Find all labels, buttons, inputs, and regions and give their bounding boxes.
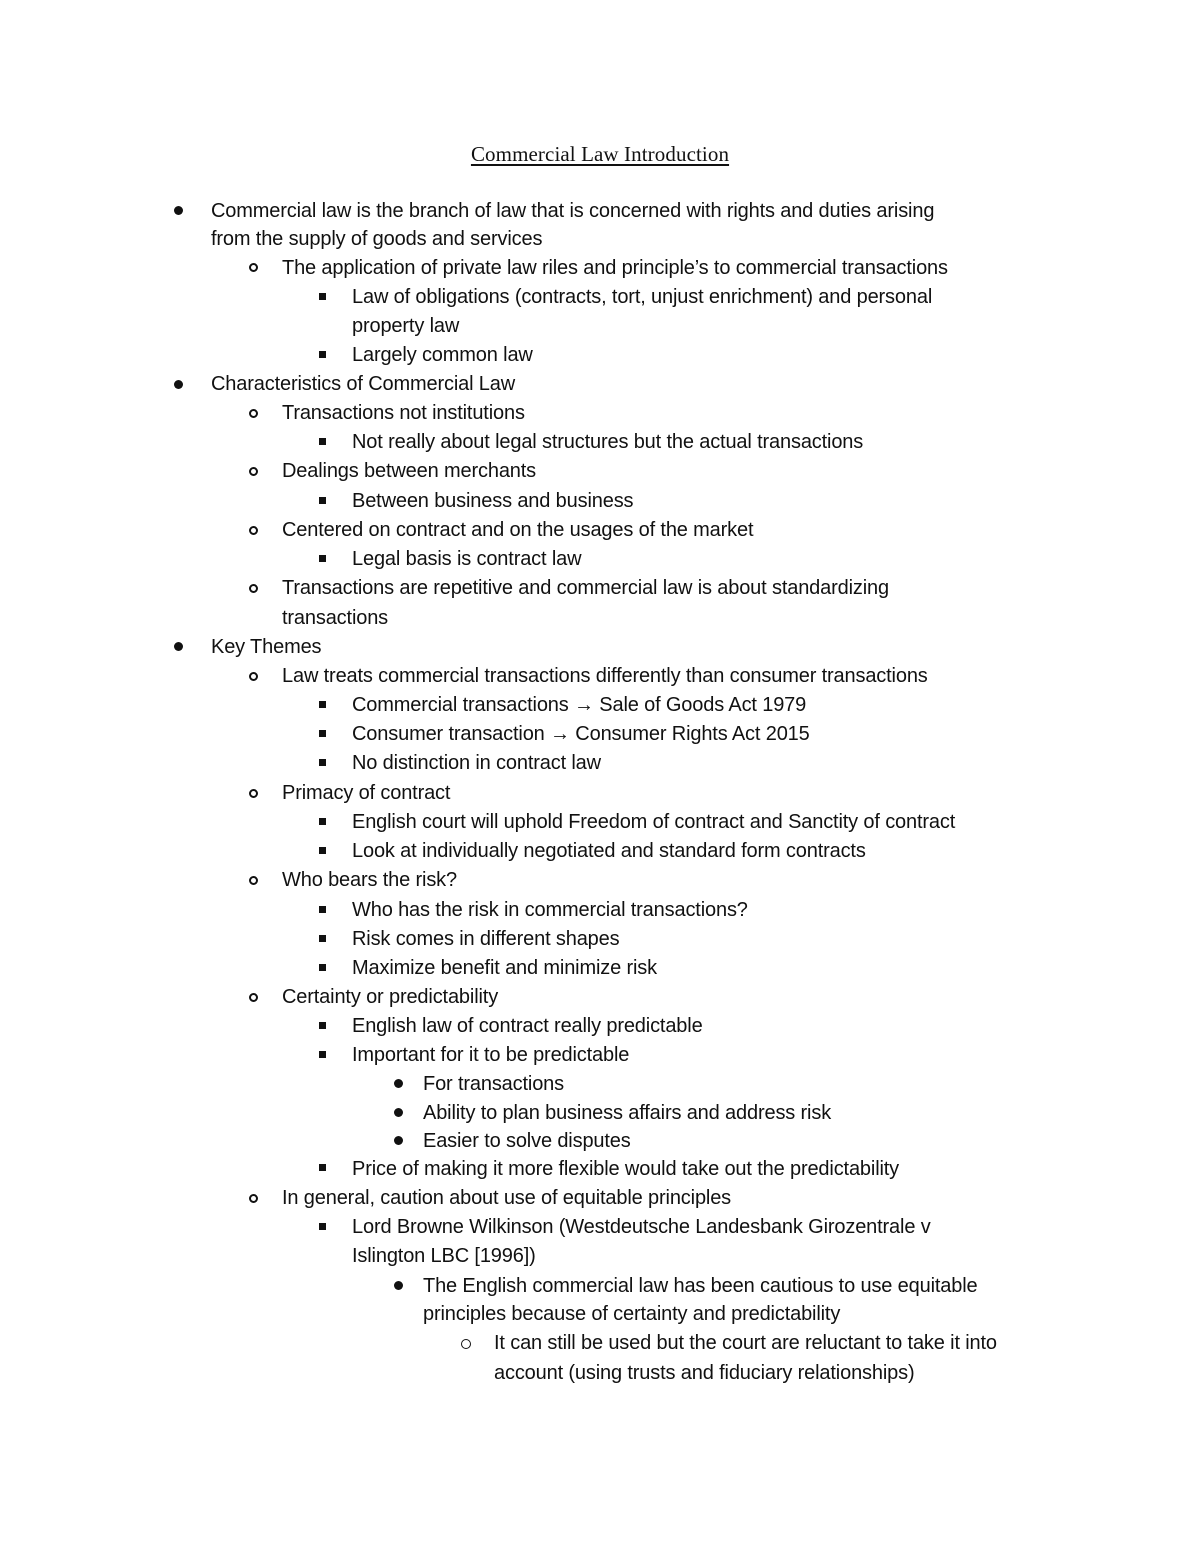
bullet-square-icon: [319, 847, 326, 854]
list-item: Centered on contract and on the usages of the market: [282, 519, 754, 541]
list-item: Risk comes in different shapes: [352, 928, 620, 950]
bullet-square-icon: [319, 906, 326, 913]
list-item: Law of obligations (contracts, tort, unjust enrichment) and personal: [352, 286, 933, 308]
list-item: Consumer transaction → Consumer Rights Act 2015: [352, 723, 810, 745]
list-item: Between business and business: [352, 490, 634, 512]
list-item: Important for it to be predictable: [352, 1044, 630, 1066]
list-item: It can still be used but the court are reluctant to take it into: [494, 1332, 997, 1354]
list-item: Easier to solve disputes: [423, 1130, 631, 1152]
list-item: English law of contract really predictable: [352, 1015, 703, 1037]
bullet-circle-icon: [461, 1339, 471, 1349]
bullet-dot-icon: [174, 642, 183, 651]
list-item: Transactions not institutions: [282, 402, 525, 424]
list-item: Transactions are repetitive and commercial law is about standardizing: [282, 577, 889, 599]
list-item: The application of private law riles and principle’s to commercial transactions: [282, 257, 948, 279]
list-item: Maximize benefit and minimize risk: [352, 957, 657, 979]
bullet-square-icon: [319, 351, 326, 358]
bullet-circle-icon: [249, 672, 258, 681]
list-item: Law treats commercial transactions differently than consumer transactions: [282, 665, 928, 687]
bullet-square-icon: [319, 438, 326, 445]
bullet-circle-icon: [249, 584, 258, 593]
bullet-square-icon: [319, 497, 326, 504]
list-item: Commercial transactions → Sale of Goods Act 1979: [352, 694, 807, 716]
list-item: In general, caution about use of equitable principles: [282, 1187, 732, 1209]
list-item: Price of making it more flexible would take out the predictability: [352, 1158, 900, 1180]
list-item: For transactions: [423, 1073, 564, 1095]
bullet-circle-icon: [249, 409, 258, 418]
document-title: Commercial Law Introduction: [470, 142, 730, 166]
bullet-circle-icon: [249, 876, 258, 885]
list-item: The English commercial law has been cautious to use equitable: [423, 1275, 978, 1297]
list-item: Ability to plan business affairs and address risk: [423, 1102, 832, 1124]
bullet-circle-icon: [249, 993, 258, 1002]
bullet-dot-icon: [394, 1079, 403, 1088]
list-item-continuation: principles because of certainty and predictability: [423, 1303, 841, 1325]
bullet-circle-icon: [249, 789, 258, 798]
bullet-circle-icon: [249, 1194, 258, 1203]
bullet-square-icon: [319, 818, 326, 825]
bullet-square-icon: [319, 293, 326, 300]
bullet-square-icon: [319, 759, 326, 766]
bullet-circle-icon: [249, 263, 258, 272]
bullet-square-icon: [319, 730, 326, 737]
list-item: Characteristics of Commercial Law: [211, 373, 516, 395]
bullet-square-icon: [319, 1223, 326, 1230]
list-item: Key Themes: [211, 636, 322, 658]
list-item: Who has the risk in commercial transactions?: [352, 899, 748, 921]
bullet-square-icon: [319, 964, 326, 971]
list-item: Look at individually negotiated and standard form contracts: [352, 840, 866, 862]
bullet-square-icon: [319, 555, 326, 562]
bullet-square-icon: [319, 701, 326, 708]
list-item: Not really about legal structures but the actual transactions: [352, 431, 864, 453]
list-item: Primacy of contract: [282, 782, 451, 804]
bullet-circle-icon: [249, 526, 258, 535]
bullet-dot-icon: [394, 1108, 403, 1117]
list-item-continuation: transactions: [282, 607, 389, 629]
list-item: Commercial law is the branch of law that is concerned with rights and duties arising: [211, 200, 935, 222]
bullet-dot-icon: [394, 1281, 403, 1290]
list-item: Certainty or predictability: [282, 986, 499, 1008]
bullet-square-icon: [319, 935, 326, 942]
list-item: Largely common law: [352, 344, 533, 366]
list-item: Dealings between merchants: [282, 460, 537, 482]
bullet-square-icon: [319, 1022, 326, 1029]
list-item: Lord Browne Wilkinson (Westdeutsche Landesbank Girozentrale v: [352, 1216, 931, 1238]
bullet-dot-icon: [174, 206, 183, 215]
list-item: English court will uphold Freedom of contract and Sanctity of contract: [352, 811, 956, 833]
list-item: Who bears the risk?: [282, 869, 458, 891]
list-item-continuation: property law: [352, 315, 460, 337]
bullet-square-icon: [319, 1051, 326, 1058]
bullet-dot-icon: [394, 1136, 403, 1145]
list-item-continuation: from the supply of goods and services: [211, 228, 543, 250]
list-item: Legal basis is contract law: [352, 548, 582, 570]
bullet-dot-icon: [174, 380, 183, 389]
list-item: No distinction in contract law: [352, 752, 601, 774]
bullet-circle-icon: [249, 467, 258, 476]
bullet-square-icon: [319, 1164, 326, 1171]
list-item-continuation: account (using trusts and fiduciary relationships): [494, 1362, 915, 1384]
list-item-continuation: Islington LBC [1996]): [352, 1245, 536, 1267]
